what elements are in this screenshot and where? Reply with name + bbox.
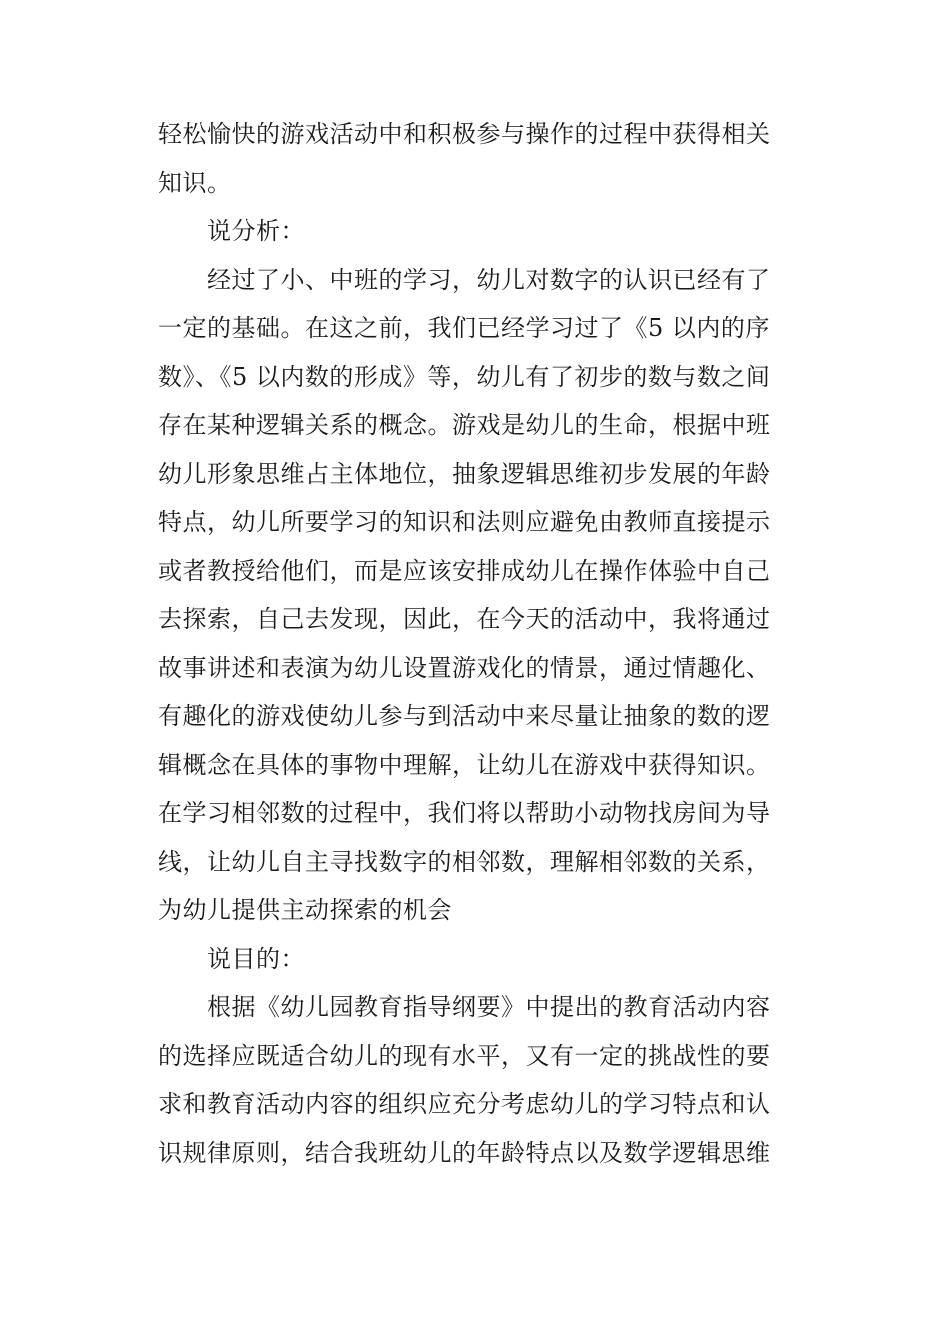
text-line: 说分析： bbox=[207, 217, 305, 245]
document-body bbox=[158, 110, 798, 1177]
text-line: 根据《幼儿园教育指导纲要》中提出的教育活动内容 bbox=[207, 993, 771, 1021]
text-line: 去探索，自己去发现，因此，在今天的活动中，我将通过 bbox=[158, 605, 771, 633]
text-line: 幼儿形象思维占主体地位，抽象逻辑思维初步发展的年龄 bbox=[158, 459, 771, 488]
text-line: 说目的： bbox=[207, 944, 305, 973]
text-line: 或者教授给他们，而是应该安排成幼儿在操作体验中自己 bbox=[158, 556, 771, 585]
text-line: 线，让幼儿自主寻找数字的相邻数，理解相邻数的关系， bbox=[158, 847, 771, 876]
text-line: 为幼儿提供主动探索的机会 bbox=[158, 896, 452, 924]
paragraph-continued bbox=[158, 110, 798, 207]
text-line: 特点，幼儿所要学习的知识和法则应避免由教师直接提示 bbox=[158, 508, 771, 536]
text-line: 知识。 bbox=[158, 168, 232, 197]
text-line: 数》、《5 以内数的形成》等，幼儿有了初步的数与数之间 bbox=[158, 362, 771, 391]
text-line: 在学习相邻数的过程中，我们将以帮助小动物找房间为导 bbox=[158, 799, 771, 827]
paragraph-purpose bbox=[158, 983, 798, 1177]
section-heading-purpose bbox=[158, 935, 798, 984]
text-line: 有趣化的游戏使幼儿参与到活动中来尽量让抽象的数的逻 bbox=[158, 702, 771, 730]
paragraph-analysis bbox=[158, 256, 798, 935]
text-line: 经过了小、中班的学习，幼儿对数字的认识已经有了 bbox=[207, 265, 771, 294]
text-line: 故事讲述和表演为幼儿设置游戏化的情景，通过情趣化、 bbox=[158, 653, 771, 682]
text-line: 辑概念在具体的事物中理解，让幼儿在游戏中获得知识。 bbox=[158, 750, 771, 779]
text-line: 轻松愉快的游戏活动中和积极参与操作的过程中获得相关 bbox=[158, 120, 771, 148]
text-line: 识规律原则，结合我班幼儿的年龄特点以及数学逻辑思维 bbox=[158, 1138, 771, 1167]
text-line: 求和教育活动内容的组织应充分考虑幼儿的学习特点和认 bbox=[158, 1090, 771, 1118]
section-heading-analysis bbox=[158, 207, 798, 256]
text-line: 存在某种逻辑关系的概念。游戏是幼儿的生命，根据中班 bbox=[158, 411, 771, 439]
text-line: 的选择应既适合幼儿的现有水平，又有一定的挑战性的要 bbox=[158, 1041, 771, 1070]
text-line: 一定的基础。在这之前，我们已经学习过了《5 以内的序 bbox=[158, 314, 770, 342]
